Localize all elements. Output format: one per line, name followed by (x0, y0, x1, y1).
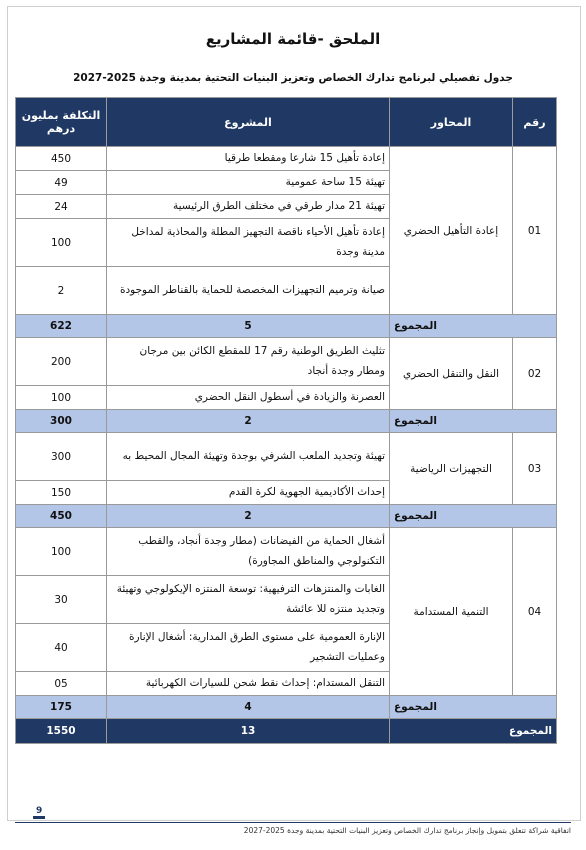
group-axis: النقل والتنقل الحضري (390, 338, 513, 410)
header-cost: التكلفة بمليون درهم (16, 98, 107, 147)
group-number: 03 (513, 433, 557, 505)
annex-title: الملحق -قائمة المشاريع (205, 30, 381, 48)
subtotal-count: 4 (107, 696, 390, 719)
subtotal-cost: 450 (16, 505, 107, 528)
subtotal-cost: 622 (16, 315, 107, 338)
project-cell: إعادة تأهيل الأحياء ناقصة التجهيز المطلة والمحاذية لمداخل مدينة وجدة (107, 219, 390, 267)
cost-cell: 49 (16, 171, 107, 195)
grand-total-row (16, 719, 557, 744)
subtotal-cost: 300 (16, 410, 107, 433)
cost-cell: 150 (16, 481, 107, 505)
group-number: 04 (513, 528, 557, 696)
project-cell: صيانة وترميم التجهيزات المخصصة للحماية بالقناطر الموجودة (107, 267, 390, 315)
project-cell: الإنارة العمومية على مستوى الطرق المدارية: أشغال الإنارة وعمليات التشجير (107, 624, 390, 672)
group-number: 02 (513, 338, 557, 410)
group-axis: إعادة التأهيل الحضري (390, 147, 513, 315)
cost-cell: 100 (16, 528, 107, 576)
subtotal-label: المجموع (390, 315, 557, 338)
grand-total-cost: 1550 (16, 719, 107, 744)
footer-text: اتفاقية شراكة تتعلق بتمويل وإنجاز برنامج تدارك الخصاص وتعزيز البنيات التحتية بمدينة وجدة 2025-2027 (243, 826, 571, 835)
cost-cell: 24 (16, 195, 107, 219)
cost-cell: 100 (16, 386, 107, 410)
project-cell: تهيئة 15 ساحة عمومية (107, 171, 390, 195)
header-num: رقم (513, 98, 557, 147)
table-row (16, 433, 557, 481)
subtotal-count: 2 (107, 505, 390, 528)
group-axis: التنمية المستدامة (390, 528, 513, 696)
project-cell: تهيئة 21 مدار طرقي في مختلف الطرق الرئيسية (107, 195, 390, 219)
footer-divider (15, 822, 571, 823)
project-cell: أشغال الحماية من الفيضانات (مطار وجدة أنجاد، والقطب التكنولوجي والمناطق المجاورة) (107, 528, 390, 576)
subtotal-row (16, 410, 557, 433)
grand-total-count: 13 (107, 719, 390, 744)
project-cell: التنقل المستدام: إحداث نقط شحن للسيارات الكهربائية (107, 672, 390, 696)
cost-cell: 300 (16, 433, 107, 481)
cost-cell: 40 (16, 624, 107, 672)
table-row (16, 528, 557, 576)
project-cell: تهيئة وتجديد الملعب الشرفي بوجدة وتهيئة المجال المحيط به (107, 433, 390, 481)
project-cell: تثليث الطريق الوطنية رقم 17 للمقطع الكائن بين مرجان ومطار وجدة أنجاد (107, 338, 390, 386)
subtotal-count: 5 (107, 315, 390, 338)
table-row (16, 147, 557, 171)
table-header-row (16, 98, 557, 147)
subtotal-label: المجموع (390, 696, 557, 719)
subtotal-count: 2 (107, 410, 390, 433)
cost-cell: 30 (16, 576, 107, 624)
project-cell: الغابات والمنتزهات الترفيهية: توسعة المنتزه الإيكولوجي وتهيئة وتجديد منتزه للا عائشة (107, 576, 390, 624)
header-project: المشروع (107, 98, 390, 147)
table-row (16, 338, 557, 386)
subtotal-row (16, 315, 557, 338)
group-number: 01 (513, 147, 557, 315)
subtotal-label: المجموع (390, 505, 557, 528)
project-cell: إعادة تأهيل 15 شارعا ومقطعا طرقيا (107, 147, 390, 171)
subtotal-row (16, 696, 557, 719)
subtotal-cost: 175 (16, 696, 107, 719)
cost-cell: 200 (16, 338, 107, 386)
group-axis: التجهيزات الرياضية (390, 433, 513, 505)
subtotal-label: المجموع (390, 410, 557, 433)
project-cell: إحداث الأكاديمية الجهوية لكرة القدم (107, 481, 390, 505)
cost-cell: 05 (16, 672, 107, 696)
page-number: 9 (33, 806, 45, 819)
project-cell: العصرنة والزيادة في أسطول النقل الحضري (107, 386, 390, 410)
projects-table (15, 97, 557, 744)
cost-cell: 450 (16, 147, 107, 171)
header-axis: المحاور (390, 98, 513, 147)
grand-total-label: المجموع (390, 719, 557, 744)
subtotal-row (16, 505, 557, 528)
table-caption: جدول تفصيلي لبرنامج تدارك الخصاص وتعزيز البنيات التحتية بمدينة وجدة 2025-2027 (73, 72, 513, 84)
cost-cell: 100 (16, 219, 107, 267)
cost-cell: 2 (16, 267, 107, 315)
